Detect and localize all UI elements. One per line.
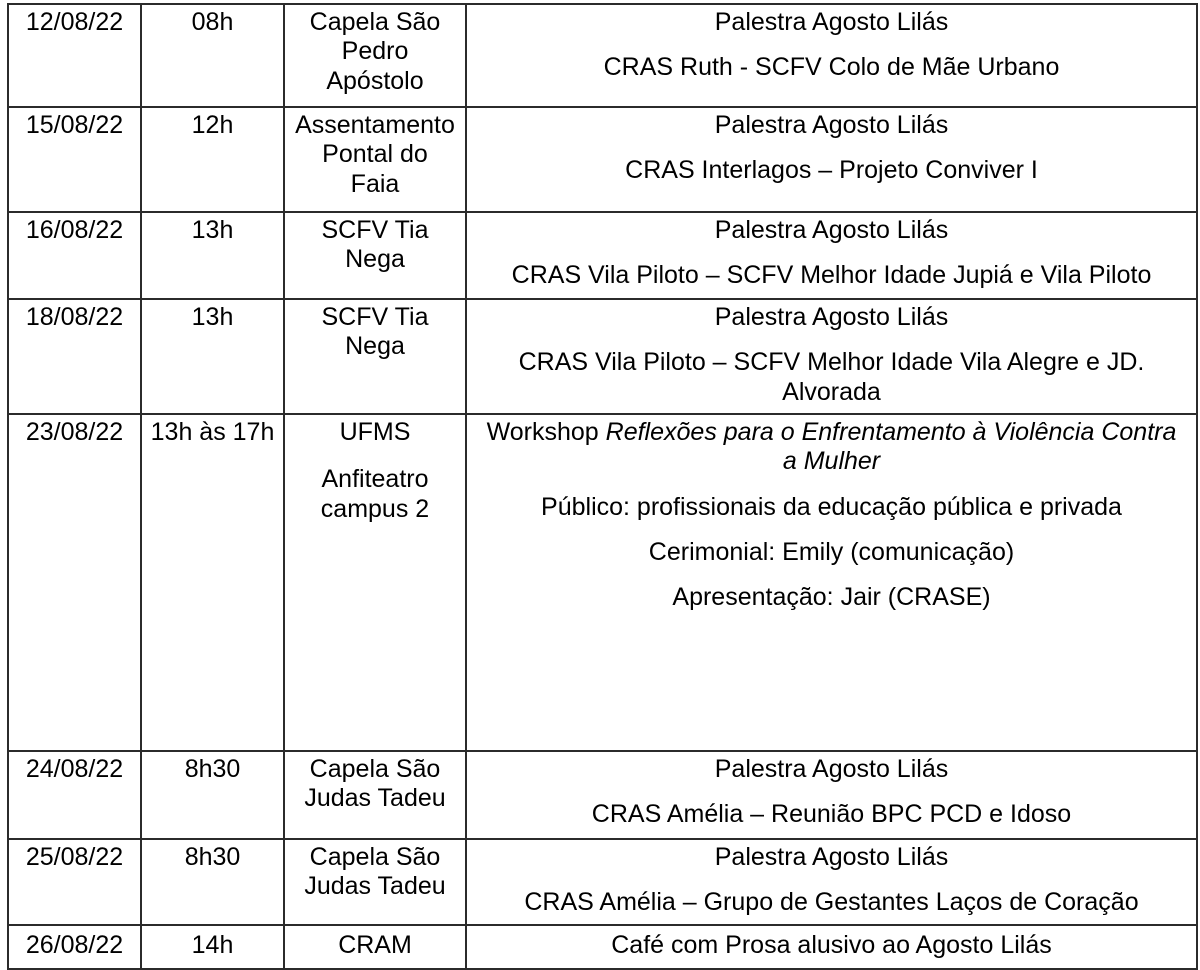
place-line: Capela São xyxy=(309,755,441,783)
time-value: 13h xyxy=(191,303,234,331)
place-line: Judas Tadeu xyxy=(304,784,446,813)
place-line: Assentamento xyxy=(295,111,455,139)
cell-date xyxy=(8,751,141,839)
description-line: CRAS Amélia – Reunião BPC PCD e Idoso xyxy=(591,800,1072,829)
cell-place xyxy=(284,751,466,839)
description-line: CRAS Vila Piloto – SCFV Melhor Idade Vila Alegre e JD. Alvorada xyxy=(518,348,1145,406)
place-line: Capela São xyxy=(309,8,441,36)
cell-description xyxy=(466,414,1197,751)
time-value: 8h30 xyxy=(184,843,241,871)
place-value xyxy=(285,415,465,750)
cell-description xyxy=(466,212,1197,299)
table-row xyxy=(8,212,1197,299)
time-value: 8h30 xyxy=(184,755,241,783)
date-value: 26/08/22 xyxy=(25,931,124,959)
place-value xyxy=(285,5,465,106)
date-value: 24/08/22 xyxy=(25,755,124,783)
date-value: 16/08/22 xyxy=(25,216,124,244)
cell-time xyxy=(141,107,284,212)
description-line: Café com Prosa alusivo ao Agosto Lilás xyxy=(611,931,1052,959)
place-value xyxy=(285,108,465,211)
time-value: 14h xyxy=(191,931,234,959)
description-value xyxy=(467,415,1196,750)
description-value xyxy=(467,752,1196,838)
cell-place xyxy=(284,925,466,969)
cell-time xyxy=(141,925,284,969)
cell-time xyxy=(141,212,284,299)
workshop-title-line xyxy=(477,418,1186,477)
place-line: Faia xyxy=(350,169,400,198)
description-line: CRAS Ruth - SCFV Colo de Mãe Urbano xyxy=(603,53,1060,82)
time-value: 08h xyxy=(191,8,234,36)
place-line: Nega xyxy=(345,332,405,361)
place-line: SCFV Tia xyxy=(321,216,429,244)
table-row xyxy=(8,299,1197,414)
description-line: Público: profissionais da educação pública e privada xyxy=(541,492,1122,521)
place-line: Pontal do xyxy=(322,140,428,169)
cell-date xyxy=(8,414,141,751)
table-row xyxy=(8,751,1197,839)
date-value: 15/08/22 xyxy=(25,111,124,139)
cell-description xyxy=(466,925,1197,969)
time-value: 13h às 17h xyxy=(150,418,275,446)
place-line: SCFV Tia xyxy=(321,303,429,331)
description-line: Cerimonial: Emily (comunicação) xyxy=(648,537,1015,566)
place-line: UFMS xyxy=(339,418,411,446)
place-line: Apóstolo xyxy=(326,66,424,95)
cell-description xyxy=(466,839,1197,925)
description-line: CRAS Vila Piloto – SCFV Melhor Idade Jupiá e Vila Piloto xyxy=(511,261,1152,290)
table-row xyxy=(8,107,1197,212)
description-line: Palestra Agosto Lilás xyxy=(714,755,949,783)
place-line: Pedro xyxy=(341,37,409,66)
cell-place xyxy=(284,212,466,299)
place-value xyxy=(285,213,465,298)
description-line: Palestra Agosto Lilás xyxy=(714,216,949,244)
cell-date xyxy=(8,925,141,969)
cell-time xyxy=(141,751,284,839)
table-row xyxy=(8,4,1197,107)
place-line: Nega xyxy=(345,245,405,274)
time-value: 13h xyxy=(191,216,234,244)
date-value: 18/08/22 xyxy=(25,303,124,331)
description-value xyxy=(467,300,1196,413)
date-value: 25/08/22 xyxy=(25,843,124,871)
cell-place xyxy=(284,107,466,212)
place-value xyxy=(285,300,465,413)
place-value xyxy=(285,840,465,924)
place-line: Capela São xyxy=(309,843,441,871)
description-value xyxy=(467,5,1196,106)
cell-place xyxy=(284,299,466,414)
cell-place xyxy=(284,4,466,107)
schedule-table xyxy=(7,3,1198,970)
cell-description xyxy=(466,107,1197,212)
cell-date xyxy=(8,212,141,299)
cell-place xyxy=(284,839,466,925)
cell-time xyxy=(141,414,284,751)
description-line: Apresentação: Jair (CRASE) xyxy=(672,583,991,611)
cell-time xyxy=(141,839,284,925)
place-line: Anfiteatro campus 2 xyxy=(320,465,430,523)
description-line: Palestra Agosto Lilás xyxy=(714,111,949,139)
cell-description xyxy=(466,751,1197,839)
workshop-title: Reflexões para o Enfrentamento à Violência Contra a Mulher xyxy=(605,418,1177,476)
cell-time xyxy=(141,4,284,107)
date-value: 12/08/22 xyxy=(25,8,124,36)
table-row xyxy=(8,414,1197,751)
description-value xyxy=(467,840,1196,924)
time-value: 12h xyxy=(191,111,234,139)
table-row xyxy=(8,839,1197,925)
cell-time xyxy=(141,299,284,414)
place-value xyxy=(285,752,465,838)
schedule-table-body xyxy=(8,4,1197,969)
date-value: 23/08/22 xyxy=(25,418,124,446)
description-line: CRAS Amélia – Grupo de Gestantes Laços de Coração xyxy=(524,888,1139,917)
description-value xyxy=(467,213,1196,298)
description-line: Palestra Agosto Lilás xyxy=(714,303,949,331)
cell-description xyxy=(466,299,1197,414)
place-line: CRAM xyxy=(338,931,412,959)
cell-date xyxy=(8,107,141,212)
place-line: Judas Tadeu xyxy=(304,872,446,901)
cell-date xyxy=(8,4,141,107)
table-row xyxy=(8,925,1197,969)
workshop-prefix: Workshop xyxy=(486,418,606,446)
cell-place xyxy=(284,414,466,751)
cell-description xyxy=(466,4,1197,107)
description-line: CRAS Interlagos – Projeto Conviver I xyxy=(625,156,1038,185)
description-value xyxy=(467,108,1196,211)
description-line: Palestra Agosto Lilás xyxy=(714,8,949,36)
cell-date xyxy=(8,839,141,925)
cell-date xyxy=(8,299,141,414)
description-line: Palestra Agosto Lilás xyxy=(714,843,949,871)
